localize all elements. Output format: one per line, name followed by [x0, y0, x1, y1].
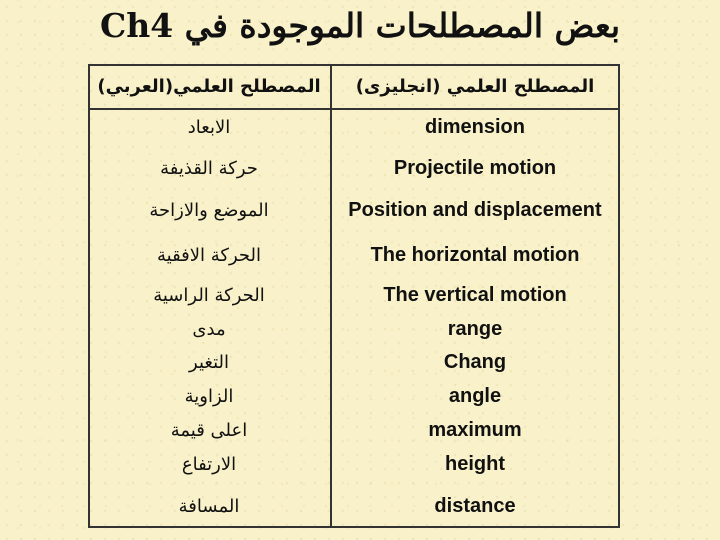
row-5-english: The vertical motion [383, 283, 567, 306]
row-11-english: distance [434, 494, 516, 517]
row-10-english: height [445, 452, 505, 475]
row-10-arabic: الارتفاع [181, 453, 237, 475]
row-9-english: maximum [428, 418, 522, 441]
row-11-arabic: المسافة [178, 495, 240, 517]
table-border-bottom [88, 526, 620, 528]
table-border-right [618, 64, 620, 528]
row-8-arabic: الزاوية [184, 385, 234, 407]
row-6-arabic: مدى [192, 318, 226, 340]
row-6-english: range [447, 317, 503, 340]
header-arabic-term: المصطلح العلمي(العربي) [97, 75, 321, 97]
row-3-arabic: الموضع والازاحة [149, 199, 269, 221]
row-7-english: Chang [443, 350, 507, 373]
row-7-arabic: التغير [189, 351, 229, 373]
terms-table [88, 64, 620, 528]
row-1-english: dimension [424, 115, 525, 138]
row-2-arabic: حركة القذيفة [160, 157, 258, 179]
row-2-english: Projectile motion [393, 156, 557, 179]
row-4-english: The horizontal motion [370, 243, 580, 266]
page-title: بعض المصطلحات الموجودة في Ch4 [99, 6, 621, 45]
row-4-arabic: الحركة الافقية [156, 244, 262, 266]
header-english-term: المصطلح العلمي (انجليزى) [355, 75, 595, 97]
row-1-arabic: الابعاد [187, 116, 231, 138]
row-9-arabic: اعلى قيمة [170, 419, 248, 441]
row-5-arabic: الحركة الراسية [153, 284, 265, 306]
row-8-english: angle [448, 384, 502, 407]
row-3-english: Position and displacement [348, 198, 602, 221]
